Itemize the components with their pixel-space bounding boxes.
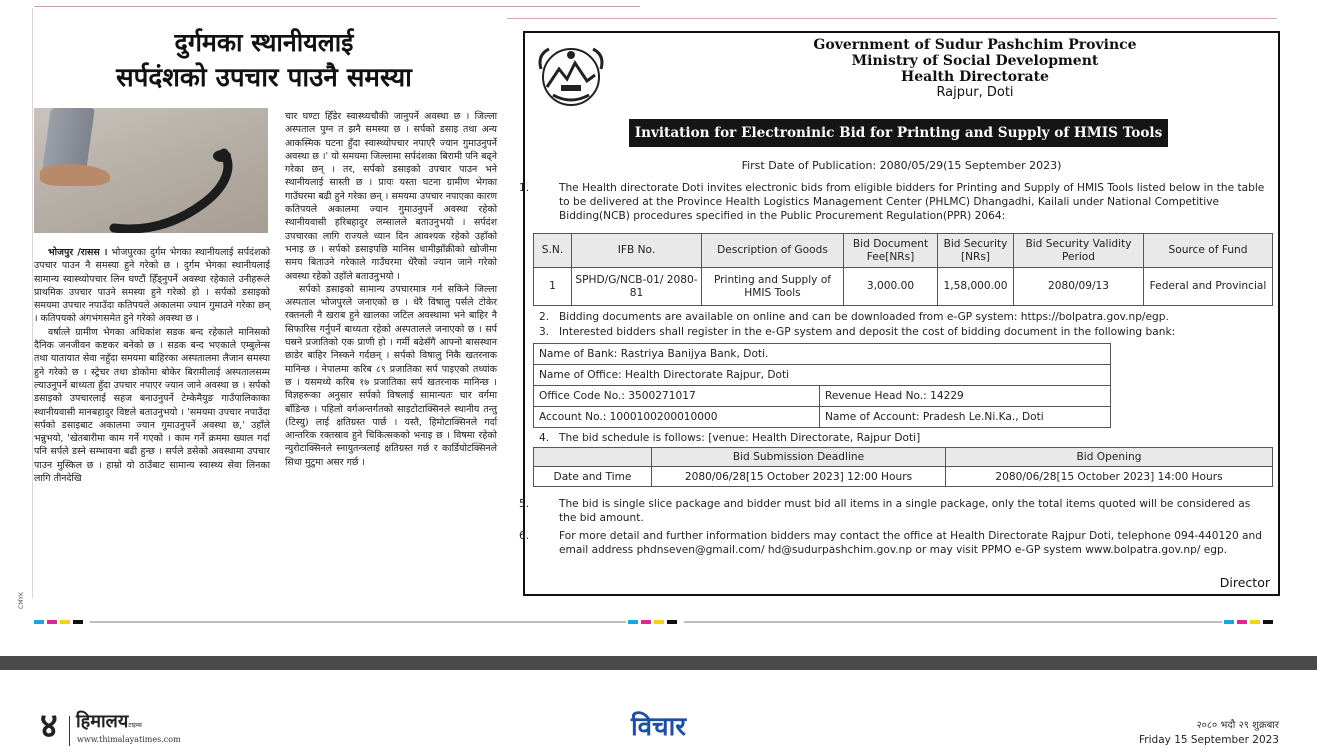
registration-bar <box>628 620 638 624</box>
notice-issuer <box>705 37 1245 101</box>
table-cell: 2080/06/28[15 October 2023] 12:00 Hours <box>652 467 946 487</box>
table-header: Bid Opening <box>946 448 1273 467</box>
headline-line-1: दुर्गमका स्थानीयलाई <box>174 28 354 57</box>
page-number: ४ <box>40 706 58 746</box>
bank-name: Name of Bank: Rastriya Banijya Bank, Doti. <box>534 344 1111 365</box>
government-emblem-icon <box>533 41 609 111</box>
item-text: Bidding documents are available on online and can be downloaded from e-GP system: https://bolpatra.gov.np/egp. <box>559 311 1169 323</box>
registration-bar <box>47 620 57 624</box>
table-cell: 1,58,000.00 <box>938 268 1014 306</box>
bid-table <box>533 233 1273 306</box>
masthead-url: www.thimalayatimes.com <box>77 735 181 744</box>
table-header: S.N. <box>534 234 572 268</box>
table-cell: 1 <box>534 268 572 306</box>
bid-schedule-table <box>533 447 1273 487</box>
table-cell: Date and Time <box>534 467 652 487</box>
notice-title: Invitation for Electroninic Bid for Printing and Supply of HMIS Tools <box>629 119 1168 147</box>
article-column-1 <box>34 246 270 485</box>
table-row <box>534 386 1111 407</box>
table-row <box>534 344 1111 365</box>
issuer-directorate: Health Directorate <box>901 69 1049 85</box>
table-header: Bid Submission Deadline <box>652 448 946 467</box>
account-number: Account No.: 1000100200010000 <box>534 407 820 428</box>
item-text: For more detail and further information bidders may contact the office at Health Directorate Rajpur Doti, telephone 094-440120 and email address phdnseven@gmail.com/ hd@sudurpashchim.gov.np or may visit PPMO e-GP system www.bolpatra.gov.np/ egp. <box>559 530 1262 556</box>
headline-line-2: सर्पदंशको उपचार पाउनै समस्या <box>116 63 412 93</box>
item-text: Interested bidders shall register in the e-GP system and deposit the cost of bidding document in the following bank: <box>559 326 1176 338</box>
office-code: Office Code No.: 3500271017 <box>534 386 820 407</box>
article-paragraph: वर्षात्ले ग्रामीण भेगका अधिकांश सडक बन्द रहेकाले मानिसको दैनिक जनजीवन कष्टकर बनेको छ । सडक बन्द भएकाले एम्बुलेन्स तथा यातायात सेवा नहुँदा समयमा बाहिरका अस्पतालमा लैजान समस्या हुने गरेको छ । स्ट्रेचर तथा डोकोमा बोकेर बिरामीलाई अस्पतालसम्म ल्याउनुपर्ने बाध्यता हुँदा उपचार नपाएर ज्यान जाने अवस्था छ । सर्पको डसाइको उपचारलाई सहज बनाउनुपर्ने टेम्केमैयुङ गाउँपालिकाका स्थानीयवासी मानबहादुर विष्टले बताउनुभयो । 'समयमा उपचार नपाउँदा सर्पको डसाइबाट अकालमा ज्यान गुमाउनुपर्ने अवस्था छ,' उहाँले भन्नुभयो, 'खेतबारीमा काम गर्ने गएको । काम गर्ने क्रममा ख्याल गर्दा पनि सर्पले डस्ने सम्भावना बढी हुन्छ । सर्पले डसेको अवस्थामा उपचार पाउन मुस्किल छ । हाम्रो यो ठाउँबाट सामान्य स्वास्थ्य सेवा लिनका लागि तीनदेखि <box>34 326 270 485</box>
table-header <box>534 448 652 467</box>
dateline: भोजपुर /रासस । <box>48 247 108 258</box>
registration-bar <box>641 620 651 624</box>
registration-bar <box>1263 620 1273 624</box>
date-english: Friday 15 September 2023 <box>1139 734 1279 746</box>
snake-illustration <box>104 148 264 233</box>
notice-item-2 <box>539 310 1269 324</box>
table-cell: 2080/06/28[15 October 2023] 14:00 Hours <box>946 467 1273 487</box>
page-separator <box>0 656 1317 670</box>
registration-bar <box>34 620 44 624</box>
item-number: 4. <box>539 432 550 444</box>
table-header: Source of Fund <box>1144 234 1273 268</box>
cmyk-label: CMYK <box>18 592 25 609</box>
article-paragraph: चार घण्टा हिँडेर स्वास्थ्यचौकी जानुपर्ने अवस्था छ । जिल्ला अस्पताल पुग्न त झनै समस्या छ । सर्पको डसाइ तथा अन्य आकस्मिक घटना हुँदा स्वास्थ्योपचार नपाएरै ज्यान गुमाउनुपर्ने अवस्था छ ।' यो समयमा जिल्लामा सर्पदंशका बिरामी पनि बढ्ने गरेका छन् । तर, सर्पको डसाइको उपचार पाउन भने स्थानीयलाई सास्ती छ । प्रायः यस्ता घटना ग्रामीण भेगका गाउँघरमा बढी हुने गरेका छन् । समयमा उपचार नपाएका कारण कतिपयले अकालमा ज्यान गुमाउनुपर्ने अवस्था रहेको स्थानीयवासी हरिबहादुर लम्सालले बताउनुभयो । सर्पदंश उपचारका लागि राज्यले ध्यान दिन आवश्यक रहेको उहाँको भनाइ छ । सर्पको डसाइपछि मानिस धामीझाँक्रीको खोजीमा समय बिताउने गरेकाले गाउँघरमा धेरैको ज्यान जाने गरेको अवस्था रहेको उहाँले बताउनुभयो । <box>285 111 497 282</box>
registration-bar <box>654 620 664 624</box>
registration-bar <box>60 620 70 624</box>
issuer-place: Rajpur, Doti <box>936 85 1014 100</box>
registration-rule <box>684 621 1222 623</box>
table-header: Description of Goods <box>702 234 844 268</box>
table-header: Bid Document Fee[NRs] <box>844 234 938 268</box>
registration-bar <box>73 620 83 624</box>
masthead-subtitle: टाइम्स <box>128 722 142 729</box>
item-number: 6. <box>519 530 530 542</box>
top-rule <box>507 18 1277 19</box>
item-number: 2. <box>539 311 550 323</box>
table-header-row <box>534 448 1273 467</box>
item-number: 3. <box>539 326 550 338</box>
signoff: Director <box>1219 575 1270 590</box>
notice-item-4 <box>539 431 1269 445</box>
publication-date: First Date of Publication: 2080/05/29(15 September 2023) <box>741 159 1062 172</box>
issuer-ministry: Ministry of Social Development <box>851 53 1099 69</box>
registration-bar <box>1250 620 1260 624</box>
item-number: 5. <box>519 498 530 510</box>
item-number: 1. <box>519 182 530 194</box>
table-row <box>534 467 1273 487</box>
item-text: The bid is single slice package and bidder must bid all items in a single package, only the total items quoted will be considered as the bid amount. <box>559 498 1251 524</box>
bank-details-table <box>533 343 1111 428</box>
notice-item-5 <box>519 497 1269 525</box>
notice-item-6 <box>519 529 1269 557</box>
table-cell: SPHD/G/NCB-01/ 2080-81 <box>572 268 702 306</box>
registration-bar <box>1237 620 1247 624</box>
table-cell: 2080/09/13 <box>1014 268 1144 306</box>
item-text: The bid schedule is follows: [venue: Health Directorate, Rajpur Doti] <box>559 432 921 444</box>
notice-item-1 <box>519 181 1269 223</box>
table-row <box>534 268 1273 306</box>
article-photo <box>34 108 268 233</box>
registration-bar <box>667 620 677 624</box>
photo-foot <box>40 164 110 186</box>
table-header: Bid Security [NRs] <box>938 234 1014 268</box>
registration-rule <box>90 621 626 623</box>
issuer-government: Government of Sudur Pashchim Province <box>813 37 1137 53</box>
table-header: IFB No. <box>572 234 702 268</box>
section-title: विचार <box>630 712 687 742</box>
date-nepali: २०८० भदौ २९ शुक्रबार <box>1196 720 1279 731</box>
article-column-2 <box>285 110 497 469</box>
table-row <box>534 365 1111 386</box>
account-name: Name of Account: Pradesh Le.Ni.Ka., Doti <box>820 407 1111 428</box>
column-divider <box>32 8 33 598</box>
top-rule <box>34 6 640 7</box>
article-headline <box>34 26 494 96</box>
table-cell: 3,000.00 <box>844 268 938 306</box>
article-paragraph: सर्पको डसाइको सामान्य उपचारमात्र गर्न सकिने जिल्ला अस्पताल भोजपुरले जनाएको छ । धेरै विषालु पर्सले टोकेर रक्तनली नै खराब हुने खालका जटिल अवस्थामा भने बाहिर नै सिफारिस गर्नुपर्ने बाध्यता रहेको अस्पतालले जनाएको छ । सर्प घस्रने प्रजातिको एक प्राणी हो । गर्मी बढेसँगै आफ्नो बासस्थान छाडेर बाहिर निस्कने गर्दछन् । सर्पको विषालु निकै खतरनाक मानिन्छ । नेपालमा करिब ८९ प्रजातिका सर्प पाइएको तथ्यांक छ । यसमध्ये करिब १७ प्रजातिका सर्प खतरनाक मानिन्छ । विज्ञहरूका अनुसार सर्पको विषलाई सामान्यतः चार वर्गमा बाँडिन्छ । पहिलो वर्गअन्तर्गतको साइटोटाक्सिनले स्थानीय तन्तु (टिस्यु) लाई क्षतिग्रस्त पार्छ । यस्तै, हिमोटाक्सिनले गर्दा आन्तरिक रक्तस्राव हुने चिकित्सकको भनाइ छ । विषमा रहेको न्युरोटाक्सिनले स्नायुतन्त्रलाई क्षतिग्रस्त गर्छ र कार्डियोटक्सिनले सिधा मुटुमा असर गर्छ । <box>285 283 497 468</box>
table-header: Bid Security Validity Period <box>1014 234 1144 268</box>
revenue-head: Revenue Head No.: 14229 <box>820 386 1111 407</box>
table-header-row <box>534 234 1273 268</box>
table-cell: Printing and Supply of HMIS Tools <box>702 268 844 306</box>
masthead-title: हिमालय <box>76 711 129 732</box>
notice-item-3 <box>539 325 1269 339</box>
table-row <box>534 407 1111 428</box>
bid-notice <box>519 31 1280 596</box>
office-name: Name of Office: Health Directorate Rajpur, Doti <box>534 365 1111 386</box>
table-cell: Federal and Provincial <box>1144 268 1273 306</box>
article-paragraph: भोजपुरका दुर्गम भेगका स्थानीयलाई सर्पदंशको उपचार पाउन नै समस्या हुने गरेको छ । दुर्गम भेगका स्थानीयलाई सामान्य स्वास्थ्योपचार लिन घण्टौं हिँड्नुपर्ने अवस्था रहेकाले उनीहरूले प्राथमिक उपचार पाउने समस्या हुने गरेको हो । सर्पको डसाइको समयमा उपचार नपाउँदा कतिपयले अकालमा ज्यान गुमाउने गरेका छन् । कतिपयको अंगभंगसमेत हुने गरेको अवस्था छ । <box>34 247 271 325</box>
item-text: The Health directorate Doti invites electronic bids from eligible bidders for Printing and Supply of HMIS Tools listed below in the table to be delivered at the Province Health Logistics Management Center (PHLMC) Dhangadhi, Kailali under National Competitive Bidding(NCB) procedures specified in the Public Procurement Regulation(PPR) 2064: <box>559 182 1265 222</box>
registration-bar <box>1224 620 1234 624</box>
